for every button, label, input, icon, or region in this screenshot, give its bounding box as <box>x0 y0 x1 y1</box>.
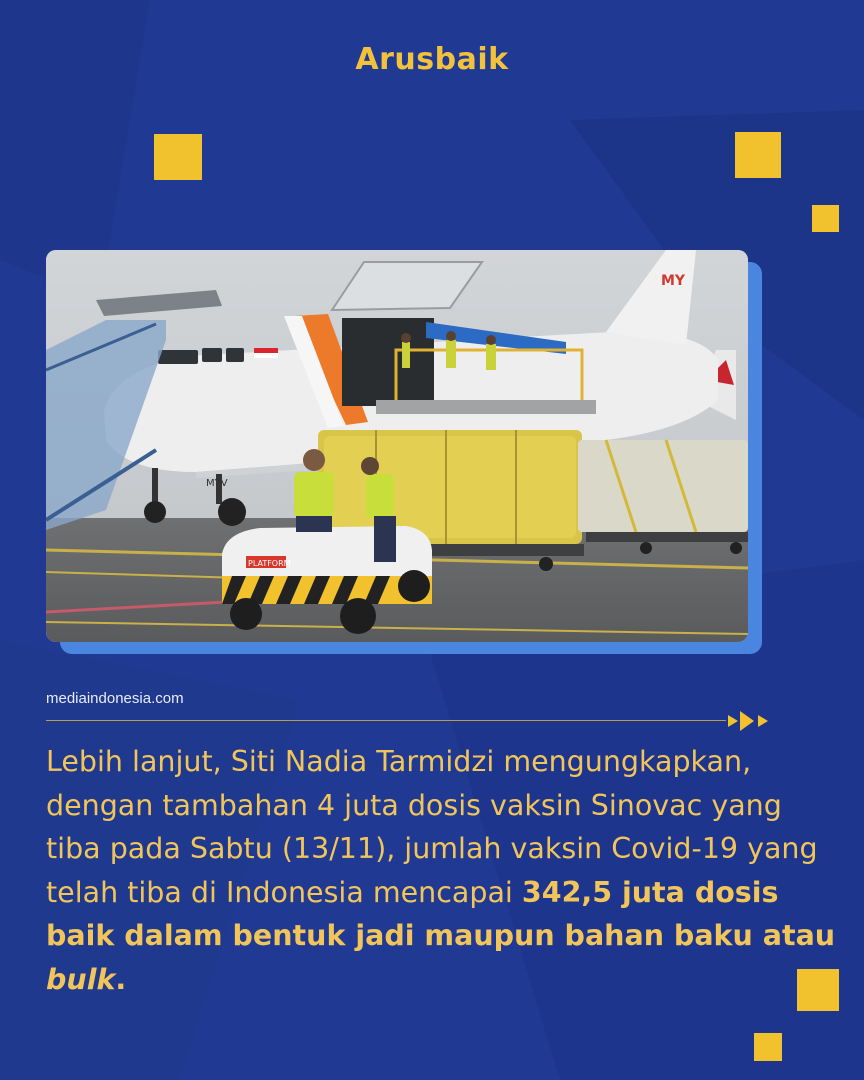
article-end-punctuation: . <box>115 962 127 996</box>
svg-text:PLATFORM: PLATFORM <box>248 559 291 568</box>
news-photo <box>46 250 748 642</box>
decor-square-bottom-small <box>754 1033 782 1061</box>
decor-square-right-large <box>735 132 781 178</box>
source-divider <box>46 720 726 721</box>
article-highlight: 342,5 juta dosis baik dalam bentuk jadi maupun bahan baku atau <box>46 875 836 952</box>
decor-square-left <box>154 134 202 180</box>
source-label: mediaindonesia.com <box>46 690 184 707</box>
brand-logo: Arusbaik <box>355 42 509 77</box>
news-photo-frame <box>46 250 748 642</box>
svg-text:MY: MY <box>661 273 686 289</box>
decor-square-right-small <box>812 205 839 232</box>
article-paragraph <box>46 740 836 1001</box>
article-text: Lebih lanjut, Siti Nadia Tarmidzi mengungkapkan, dengan tambahan 4 juta dosis vaksin Sinovac yang tiba pada Sabtu (13/11), jumlah vaksin Covid-19 yang telah tiba di Indonesia mencapai <box>46 745 818 909</box>
forward-arrows-icon <box>728 709 776 733</box>
article-highlight-italic: bulk <box>46 962 116 996</box>
svg-text:MYV: MYV <box>206 478 228 489</box>
cargo-plane-scene <box>46 250 748 642</box>
